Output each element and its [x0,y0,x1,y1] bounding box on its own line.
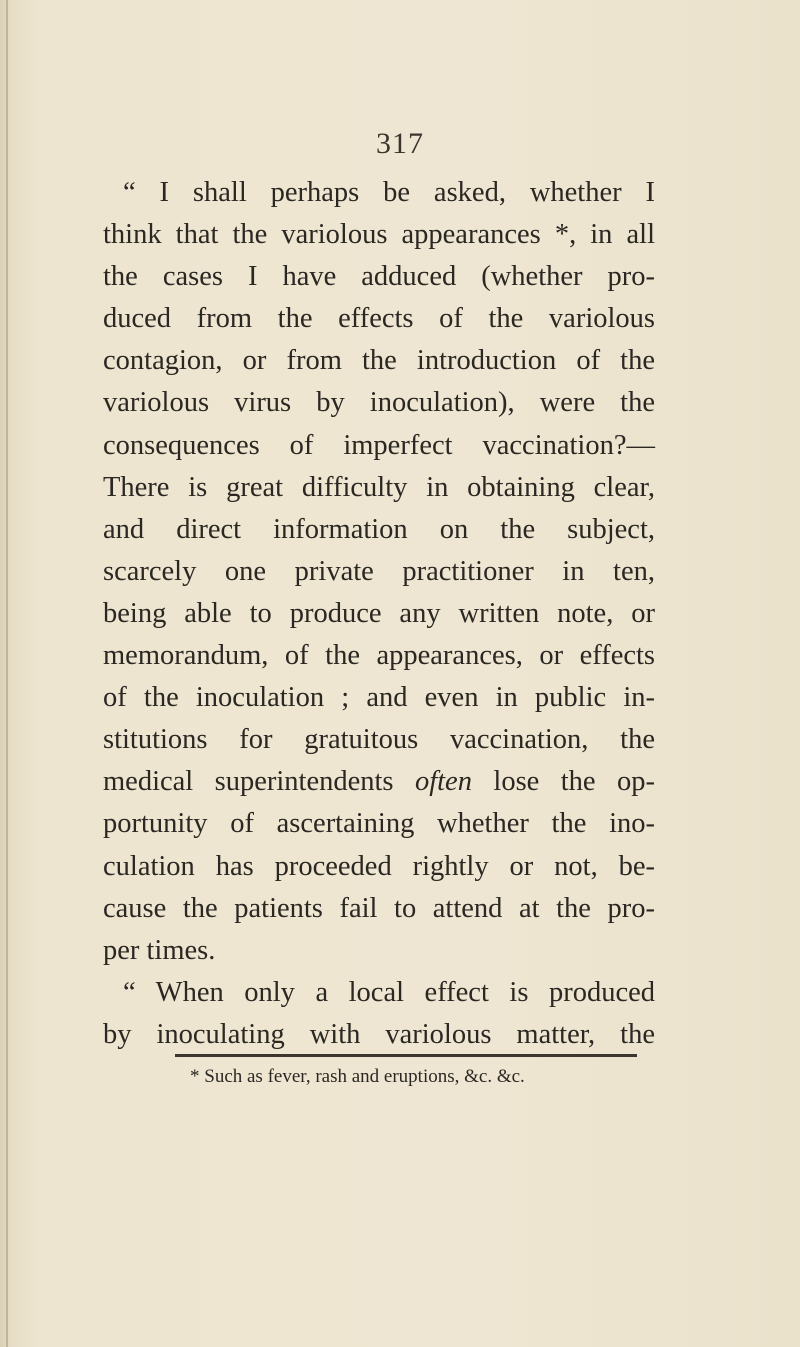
text-line: stitutions for gratuitous vaccination, the [103,724,655,756]
text-line: memorandum, of the appearances, or effects [103,640,655,672]
text-line: of the inoculation ; and even in public in- [103,682,655,714]
text-line: by inoculating with variolous matter, the [103,1018,655,1050]
text-line: portunity of ascertaining whether the ino- [103,808,655,840]
body-text [103,172,655,1056]
text-line: and direct information on the subject, [103,513,655,545]
text-line: scarcely one private practitioner in ten, [103,555,655,587]
text-line-with-italic [103,761,655,803]
text-line: per times. [103,934,216,966]
text-line: culation has proceeded rightly or not, be- [103,850,655,882]
text-line: “ When only a local effect is produced [123,976,655,1008]
footnote: * Such as fever, rash and eruptions, &c. &c. [190,1066,525,1087]
text-line: There is great difficulty in obtaining clear, [103,471,655,503]
text-segment: lose the op- [471,766,655,798]
text-line: cause the patients fail to attend at the pro- [103,892,655,924]
footnote-rule [175,1054,637,1057]
text-line: variolous virus by inoculation), were the [103,387,655,419]
text-line: think that the variolous appearances *, in all [103,219,655,251]
page-gutter [6,0,8,1347]
text-line: contagion, or from the introduction of the [103,345,655,377]
page-number: 317 [376,127,424,160]
text-line: duced from the effects of the variolous [103,303,655,335]
text-segment: medical superintendents [103,766,415,798]
text-line: being able to produce any written note, or [103,597,655,629]
text-line: consequences of imperfect vaccination?— [103,429,655,461]
italic-emphasis: often [414,766,472,798]
text-line: “ I shall perhaps be asked, whether I [123,177,655,208]
text-line: the cases I have adduced (whether pro- [103,261,655,293]
